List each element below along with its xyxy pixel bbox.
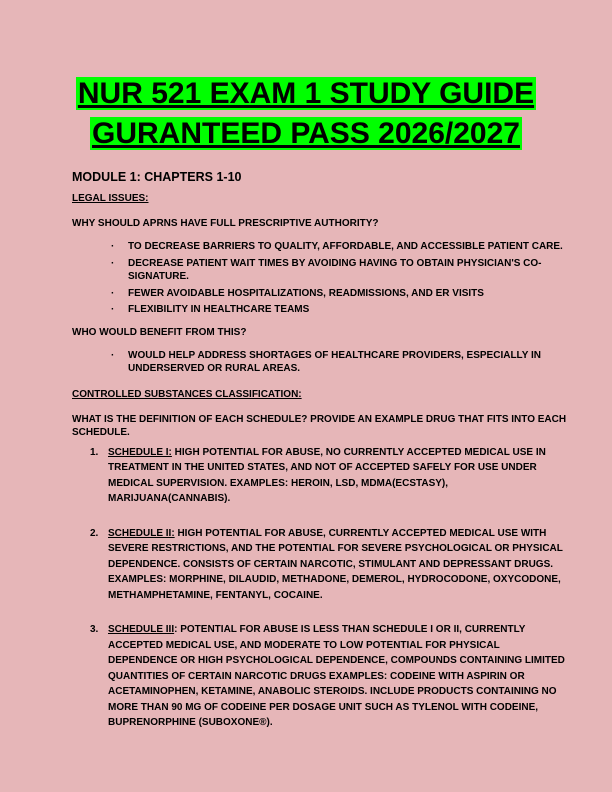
schedule-item — [72, 526, 568, 604]
schedule-examples: EXAMPLES: MORPHINE, DILAUDID, METHADONE, DEMEROL, HYDROCODONE, OXYCODONE, METHAMPHETAMINE, FENTANYL, COCAINE. — [108, 574, 561, 601]
schedule-item — [72, 622, 568, 731]
benefits-list — [72, 240, 572, 317]
item-number: 3. — [90, 624, 99, 635]
schedule-text: : POTENTIAL FOR ABUSE IS LESS THAN SCHEDULE I OR II, CURRENTLY ACCEPTED MEDICAL USE, AND MODERATE TO LOW POTENTIAL FOR PHYSICAL DEPENDENCE OR HIGH PSYCHOLOGICAL DEPENDENCE, COMPOUNDS CONTAINING LIMITED QUANTITIES OF CERTAIN NARCOTIC DRUGS EXAMPLES: CODEINE WITH ASPIRIN OR ACETAMINOPHEN, KETAMINE, ANABOLIC STEROIDS. INCLUDE PRODUCTS CONTAINING NO MORE THAN 90 MG OF CODEINE PER DOSAGE UNIT SUCH AS TYLENOL WITH CODEINE, BUPRENORPHINE (SUBOXONE®). — [108, 624, 565, 728]
bullet-icon: · — [111, 349, 115, 361]
bullet-icon: · — [111, 287, 115, 299]
legal-issues-heading: LEGAL ISSUES: — [72, 193, 149, 204]
item-number: 1. — [90, 446, 99, 458]
question-who-benefits: WHO WOULD BENEFIT FROM THIS? — [72, 326, 247, 338]
bullet-icon: · — [111, 304, 115, 315]
list-item: · WOULD HELP ADDRESS SHORTAGES OF HEALTHCARE PROVIDERS, ESPECIALLY IN UNDERSERVED OR RURAL AREAS. — [111, 349, 542, 374]
title-line-1: NUR 521 EXAM 1 STUDY GUIDE — [77, 77, 535, 110]
bullet-icon: · — [111, 241, 115, 252]
module-heading: MODULE 1: CHAPTERS 1-10 — [72, 170, 242, 184]
document-body — [72, 171, 572, 750]
schedule-text: HIGH POTENTIAL FOR ABUSE, NO CURRENTLY ACCEPTED MEDICAL USE IN TREATMENT IN THE UNITED STATES, AND NOT OF ACCEPTED SAFELY FOR USE UNDER MEDICAL SUPERVISION. EXAMPLES: HEROIN, LSD, MDMA(ECSTASY), MARIJUANA(CANNABIS). — [108, 446, 546, 504]
question-schedules: WHAT IS THE DEFINITION OF EACH SCHEDULE? PROVIDE AN EXAMPLE DRUG THAT FITS INTO EACH SCHEDULE. — [72, 413, 567, 438]
list-item: · FEWER AVOIDABLE HOSPITALIZATIONS, READMISSIONS, AND ER VISITS — [111, 287, 484, 299]
item-number: 2. — [90, 527, 99, 539]
list-item: · TO DECREASE BARRIERS TO QUALITY, AFFORDABLE, AND ACCESSIBLE PATIENT CARE. — [111, 241, 563, 252]
controlled-substances-heading: CONTROLLED SUBSTANCES CLASSIFICATION: — [72, 388, 302, 400]
document-title — [0, 74, 612, 154]
title-line-2: GURANTEED PASS 2026/2027 — [92, 117, 520, 150]
question-prescriptive-authority: WHY SHOULD APRNS HAVE FULL PRESCRIPTIVE AUTHORITY? — [72, 218, 379, 229]
list-item: · DECREASE PATIENT WAIT TIMES BY AVOIDING HAVING TO OBTAIN PHYSICIAN'S CO-SIGNATURE. — [111, 257, 542, 282]
beneficiaries-list — [72, 349, 572, 376]
bullet-icon: · — [111, 257, 115, 269]
schedule-label: SCHEDULE I: — [108, 446, 172, 458]
schedule-label: SCHEDULE II: — [108, 527, 175, 539]
schedule-text: HIGH POTENTIAL FOR ABUSE, CURRENTLY ACCEPTED MEDICAL USE WITH SEVERE RESTRICTIONS, AND THE POTENTIAL FOR SEVERE PSYCHOLOGICAL OR PHYSICAL DEPENDENCE. CONSISTS OF CERTAIN NARCOTIC, STIMULANT AND DEPRESSANT DRUGS. — [108, 527, 563, 570]
list-item: · FLEXIBILITY IN HEALTHCARE TEAMS — [111, 304, 310, 315]
schedule-label: SCHEDULE III — [108, 624, 175, 635]
schedule-list — [72, 445, 572, 731]
schedule-item — [72, 445, 568, 507]
